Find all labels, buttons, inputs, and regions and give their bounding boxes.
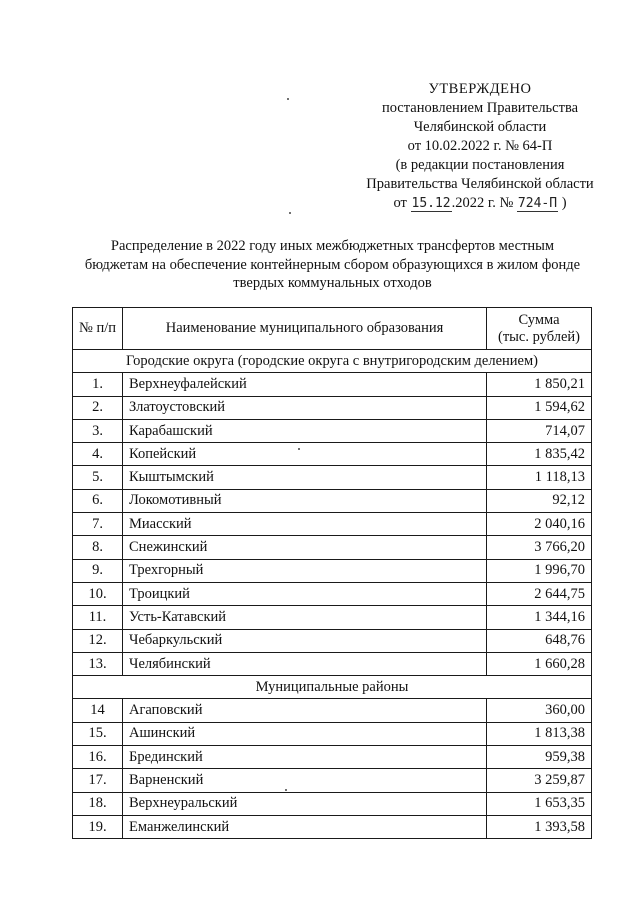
header-sum-line-2: (тыс. рублей): [498, 328, 580, 345]
header-name: Наименование муниципального образования: [123, 308, 487, 350]
row-sum: 1 660,28: [487, 652, 592, 675]
row-sum: 1 344,16: [487, 606, 592, 629]
approval-stamp: [330, 80, 630, 213]
approval-line-3: от 10.02.2022 г. № 64-П: [407, 138, 553, 154]
municipality-name: Ашинский: [123, 722, 487, 745]
row-sum: 1 393,58: [487, 815, 592, 838]
scan-speck: [287, 98, 289, 100]
municipality-name: Златоустовский: [123, 396, 487, 419]
row-number: 15.: [73, 722, 123, 745]
header-sum: [487, 308, 592, 350]
row-number: 18.: [73, 792, 123, 815]
table-row: [73, 513, 592, 536]
row-number: 19.: [73, 815, 123, 838]
table-row: [73, 652, 592, 675]
row-number: 7.: [73, 513, 123, 536]
table-row: [73, 559, 592, 582]
municipality-name: Копейский: [123, 443, 487, 466]
scan-speck: [298, 448, 300, 450]
row-number: 11.: [73, 606, 123, 629]
table-row: [73, 746, 592, 769]
row-sum: 648,76: [487, 629, 592, 652]
scan-speck: [285, 789, 287, 791]
row-sum: 2 040,16: [487, 513, 592, 536]
title-line-2: бюджетам на обеспечение контейнерным сбором образующихся в жилом фонде: [84, 256, 581, 273]
approval-line-6-close: ): [561, 195, 567, 211]
row-sum: 3 259,87: [487, 769, 592, 792]
row-sum: 714,07: [487, 419, 592, 442]
row-number: 13.: [73, 652, 123, 675]
row-sum: 2 644,75: [487, 582, 592, 605]
section-title: Муниципальные районы: [73, 676, 592, 699]
row-number: 16.: [73, 746, 123, 769]
approval-line-6-prefix: от: [393, 195, 407, 211]
section-row: [73, 350, 592, 373]
municipality-name: Варненский: [123, 769, 487, 792]
row-number: 2.: [73, 396, 123, 419]
row-sum: 959,38: [487, 746, 592, 769]
municipality-name: Агаповский: [123, 699, 487, 722]
table-row: [73, 396, 592, 419]
table-row: [73, 629, 592, 652]
table-body: [73, 350, 592, 839]
row-sum: 1 653,35: [487, 792, 592, 815]
approval-line-5: Правительства Челябинской области: [366, 176, 594, 192]
municipality-name: Трехгорный: [123, 559, 487, 582]
municipality-name: Челябинский: [123, 652, 487, 675]
row-sum: 1 996,70: [487, 559, 592, 582]
title-line-3: твердых коммунальных отходов: [233, 275, 432, 291]
row-number: 10.: [73, 582, 123, 605]
table-row: [73, 699, 592, 722]
row-number: 17.: [73, 769, 123, 792]
distribution-table: [72, 307, 592, 839]
table-row: [73, 489, 592, 512]
table-row: [73, 443, 592, 466]
scan-speck: [289, 212, 291, 214]
approval-line-1: постановлением Правительства: [381, 100, 579, 116]
row-number: 4.: [73, 443, 123, 466]
row-number: 5.: [73, 466, 123, 489]
municipality-name: Снежинский: [123, 536, 487, 559]
row-sum: 3 766,20: [487, 536, 592, 559]
municipality-name: Верхнеуральский: [123, 792, 487, 815]
approval-line-6: [330, 194, 630, 213]
row-number: 9.: [73, 559, 123, 582]
municipality-name: Усть-Катавский: [123, 606, 487, 629]
row-sum: 360,00: [487, 699, 592, 722]
table-row: [73, 582, 592, 605]
municipality-name: Локомотивный: [123, 489, 487, 512]
table-row: [73, 792, 592, 815]
section-row: [73, 676, 592, 699]
header-num: № п/п: [73, 308, 123, 350]
table-row: [73, 466, 592, 489]
municipality-name: Кыштымский: [123, 466, 487, 489]
approval-line-4: (в редакции постановления: [395, 157, 565, 173]
approval-line-2: Челябинской области: [413, 119, 547, 135]
municipality-name: Миасский: [123, 513, 487, 536]
municipality-name: Брединский: [123, 746, 487, 769]
row-number: 12.: [73, 629, 123, 652]
municipality-name: Карабашский: [123, 419, 487, 442]
row-sum: 1 850,21: [487, 373, 592, 396]
row-number: 14: [73, 699, 123, 722]
table-header-row: [73, 308, 592, 350]
municipality-name: Чебаркульский: [123, 629, 487, 652]
table-row: [73, 419, 592, 442]
handwritten-number: 724-П: [517, 196, 558, 211]
row-number: 8.: [73, 536, 123, 559]
row-number: 3.: [73, 419, 123, 442]
row-sum: 1 835,42: [487, 443, 592, 466]
table-row: [73, 769, 592, 792]
row-number: 6.: [73, 489, 123, 512]
approval-heading: УТВЕРЖДЕНО: [428, 81, 532, 97]
table-row: [73, 606, 592, 629]
row-sum: 1 118,13: [487, 466, 592, 489]
table-row: [73, 373, 592, 396]
row-sum: 1 813,38: [487, 722, 592, 745]
section-title: Городские округа (городские округа с внутригородским делением): [73, 350, 592, 373]
row-sum: 92,12: [487, 489, 592, 512]
table-row: [73, 722, 592, 745]
title-line-1: Распределение в 2022 году иных межбюджетных трансфертов местным: [110, 238, 555, 254]
approval-line-6-year: .2022 г. №: [451, 195, 514, 211]
table-row: [73, 536, 592, 559]
header-sum-line-1: Сумма: [518, 311, 560, 328]
row-sum: 1 594,62: [487, 396, 592, 419]
municipality-name: Верхнеуфалейский: [123, 373, 487, 396]
document-title: [60, 237, 605, 293]
row-number: 1.: [73, 373, 123, 396]
municipality-name: Троицкий: [123, 582, 487, 605]
handwritten-date: 15.12: [411, 196, 451, 211]
municipality-name: Еманжелинский: [123, 815, 487, 838]
table-row: [73, 815, 592, 838]
